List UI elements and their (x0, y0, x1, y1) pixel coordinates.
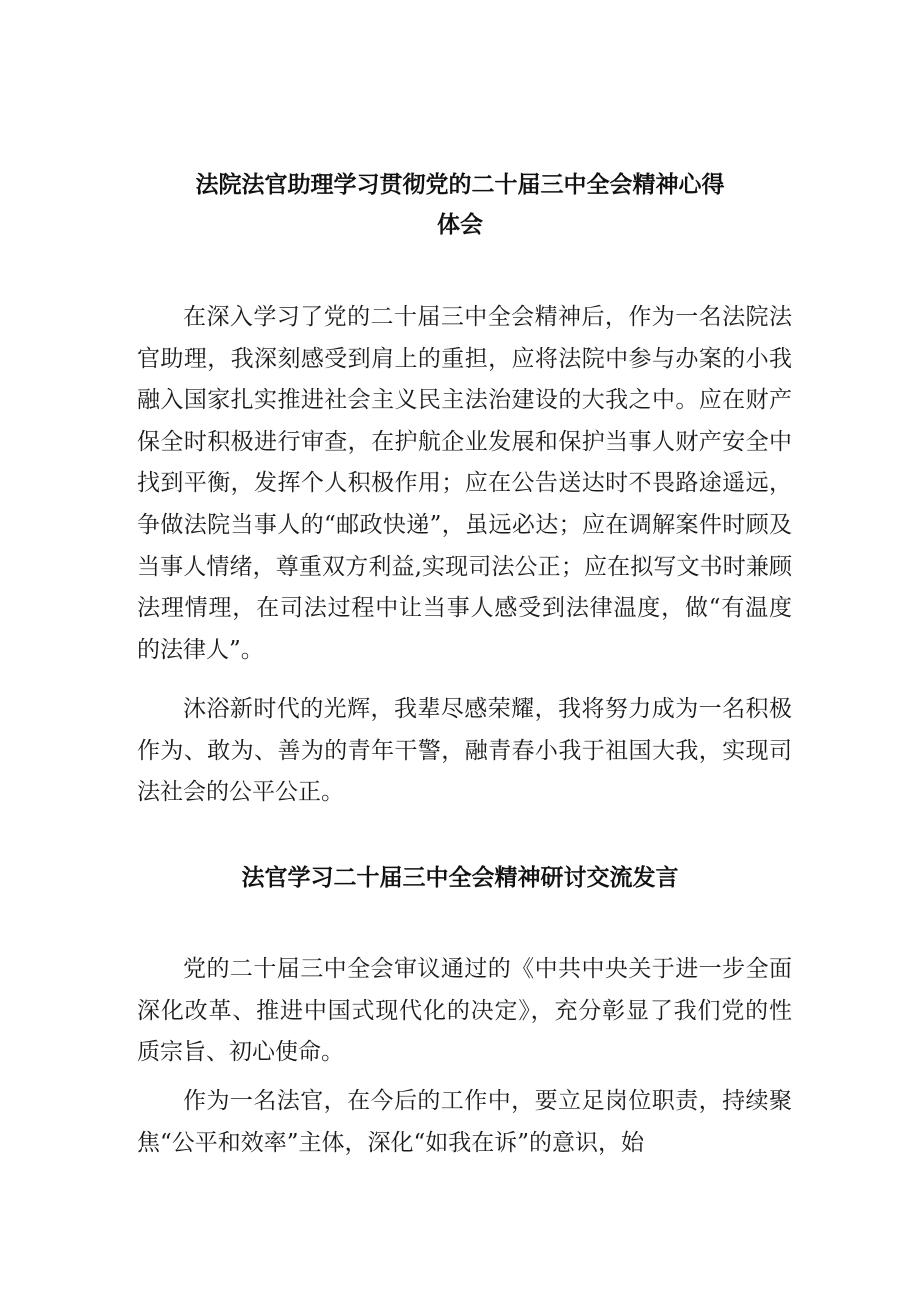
article-1-paragraph-2: 沐浴新时代的光辉，我辈尽感荣耀，我将努力成为一名积极作为、敢为、善为的青年干警，融青春小我于祖国大我，实现司法社会的公平公正。 (137, 696, 792, 806)
article-1-paragraph-1: 在深入学习了党的二十届三中全会精神后，作为一名法院法官助理，我深刻感受到肩上的重担，应将法院中参与办案的小我融入国家扎实推进社会主义民主法治建设的大我之中。应在财产保全时积极进行审查，在护航企业发展和保护当事人财产安全中找到平衡，发挥个人积极作用；应在公告送达时不畏路途遥远，争做法院当事人的“邮政快递”，虽远必达；应在调解案件时顾及当事人情绪，尊重双方利益,实现司法公正；应在拟写文书时兼顾法理情理，在司法过程中让当事人感受到法律温度，做“有温度的法律人”。 (137, 304, 792, 663)
article-2-title: 法官学习二十届三中全会精神研讨交流发言 (241, 865, 679, 891)
article-1-title-line-1: 法院法官助理学习贯彻党的二十届三中全会精神心得 (195, 172, 725, 198)
article-1-title (0, 165, 920, 245)
article-2-paragraph-1: 党的二十届三中全会审议通过的《中共中央关于进一步全面深化改革、推进中国式现代化的决定》，充分彰显了我们党的性质宗旨、初心使命。 (137, 956, 792, 1066)
article-2-paragraph-2: 作为一名法官，在今后的工作中，要立足岗位职责，持续聚焦“公平和效率”主体，深化“如我在诉”的意识，始 (137, 1088, 792, 1156)
article-1-title-line-2: 体会 (437, 212, 483, 238)
